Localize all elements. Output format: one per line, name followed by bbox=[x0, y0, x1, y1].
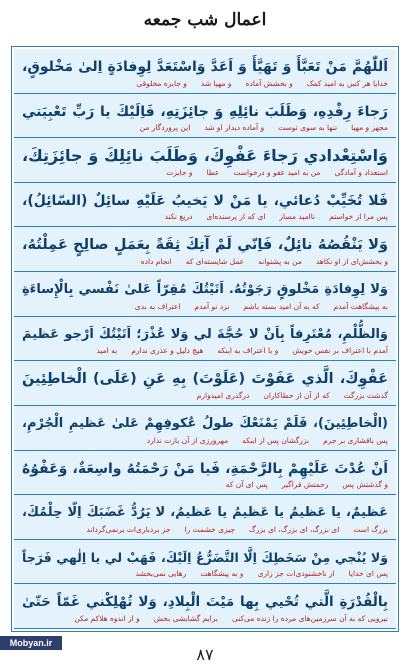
translation-fragment: که به آن امید بسته باشم bbox=[243, 301, 320, 311]
arabic-text: عَفْوِكَ، الَّذي عَفَوْتَ (عَلَوْتَ) بِهِ عَنِ (عَلَى) الْخاطِئِينَ bbox=[22, 371, 388, 388]
translation-fragment: و جایزه مخلوقی bbox=[136, 78, 187, 88]
prayer-line bbox=[14, 227, 396, 272]
translation-fragment: عطا bbox=[206, 167, 220, 177]
translation-fragment: بزرگ است bbox=[353, 524, 388, 534]
persian-translation bbox=[22, 122, 388, 134]
prayer-line bbox=[14, 49, 396, 94]
translation-fragment: بزرگشان پس از اینکه bbox=[242, 435, 310, 445]
prayer-line bbox=[14, 272, 396, 317]
arabic-text: وَاسْتِعْدادي رَجاءَ عَفْوِكَ، وَطَلَبَ نائِلِكَ وَ جائِزَتِكَ، bbox=[22, 146, 388, 166]
translation-fragment: و مهیا شد bbox=[200, 78, 232, 88]
translation-fragment: و بخشش‌ای از او نکاهد bbox=[315, 257, 388, 267]
translation-fragment: پس مرا از خواستم bbox=[329, 212, 388, 222]
translation-fragment: گذشت بزرگت bbox=[343, 390, 388, 400]
arabic-text: اَنْ عُدْتَ عَلَيْهِمْ بِالرَّحْمَةِ، فَيا مَنْ رَحْمَتُهُ واسِعَةٌ، وَعَفْوُهُ bbox=[22, 460, 388, 477]
translation-fragment: مجهز و مهیا bbox=[351, 123, 388, 133]
translation-fragment: دریغ نکند bbox=[164, 212, 193, 222]
prayer-line bbox=[14, 94, 396, 139]
persian-translation bbox=[22, 479, 388, 491]
persian-translation bbox=[22, 301, 388, 313]
translation-fragment: اعتراف به بدی bbox=[134, 301, 181, 311]
translation-fragment: چیزی خشمت را bbox=[184, 524, 235, 534]
prayer-text-frame bbox=[11, 46, 399, 632]
persian-translation bbox=[22, 78, 388, 90]
prayer-line bbox=[14, 361, 396, 406]
prayer-line bbox=[14, 317, 396, 362]
arabic-text: وَلا يُنْجي مِنْ سَخَطِكَ اِلَّا التَّضَرُّعُ اِلَيْكَ، فَهَبْ لي يا اِلٰهي فَرَجاً bbox=[22, 549, 388, 565]
translation-fragment: پس ای خدایا bbox=[348, 569, 388, 579]
persian-translation bbox=[22, 390, 388, 402]
translation-fragment: نیرویی که به آن سرزمین‌های مرده را زنده می‌کنی bbox=[231, 613, 388, 623]
translation-fragment: پس ای آن که bbox=[225, 480, 268, 490]
arabic-text: وَالظُّلْمِ، مُعْتَرِفاً بِاَنْ لا حُجَّةَ لي وَلا عُذْرَ؛ اَتَيْتُكَ اَرْجو عَظيمَ bbox=[22, 326, 388, 342]
translation-fragment: و جایزت bbox=[166, 167, 193, 177]
page-title: اعمال شب جمعه bbox=[143, 10, 267, 30]
arabic-text: رَجاءَ رِفْدِهِ، وَطَلَبَ نائِلِهِ وَ جائِزَتِهِ، فَاِلَيْكَ يا رَبِّ تَعْبِيَتي bbox=[22, 103, 388, 120]
persian-translation bbox=[22, 568, 388, 580]
translation-fragment: جز بردباری‌ات برنمی‌گرداند bbox=[86, 524, 171, 534]
translation-fragment: من به امید عفو و درخواست bbox=[233, 167, 321, 177]
translation-fragment: درگذری امیدوارم bbox=[196, 390, 250, 400]
translation-fragment: مهرورزی از آن بازت ندارد bbox=[146, 435, 229, 445]
translation-fragment: تنها به سوی توست bbox=[278, 123, 338, 133]
prayer-line bbox=[14, 183, 396, 228]
translation-fragment: استعداد و آمادگی bbox=[334, 167, 388, 177]
translation-fragment: و بخشش آماده bbox=[245, 78, 293, 88]
translation-fragment: انجام داده bbox=[140, 257, 172, 267]
translation-fragment: برایم گشایشی بخش bbox=[153, 613, 218, 623]
translation-fragment: این پروردگار من bbox=[139, 123, 191, 133]
persian-translation bbox=[22, 167, 388, 179]
translation-fragment: خدایا هر کس به امید کمک bbox=[306, 78, 388, 88]
translation-fragment: و با اعتراف به اینکه bbox=[217, 346, 279, 356]
persian-translation bbox=[22, 256, 388, 268]
persian-translation bbox=[22, 345, 388, 357]
translation-fragment: به پیشگاهت آمدم bbox=[333, 301, 388, 311]
site-label[interactable]: Mobyan.ir bbox=[0, 636, 62, 650]
prayer-rows bbox=[14, 49, 396, 629]
translation-fragment: من به پشتوانه bbox=[258, 257, 302, 267]
translation-fragment: و آماده دیدار او شد bbox=[204, 123, 265, 133]
prayer-line bbox=[14, 406, 396, 451]
page-number: ۸۷ bbox=[196, 645, 214, 664]
prayer-line bbox=[14, 540, 396, 585]
arabic-text: عَظيمٌ، يا عَظيمُ يا عَظيمُ يا عَظيمُ، لا يَرُدُّ غَضَبَكَ اِلّا حِلْمُكَ، bbox=[22, 505, 388, 521]
translation-fragment: ای بزرگ، ای بزرگ، ای بزرگ bbox=[249, 524, 340, 534]
prayer-line bbox=[14, 584, 396, 629]
translation-fragment: نزد تو آمدم bbox=[194, 301, 230, 311]
translation-fragment: و گذشتش پس bbox=[342, 480, 388, 490]
arabic-text: وَلا لِوِفادَةِ مَخْلوقٍ رَجَوْتُهُ. اَتَيْتُكَ مُقِرّاً عَلىٰ نَفْسي بِالْإِساءَةِ bbox=[22, 282, 388, 298]
translation-fragment: که از آن از خطاکاران bbox=[263, 390, 330, 400]
translation-fragment: هیچ دلیل و عذری ندارم bbox=[131, 346, 204, 356]
arabic-text: فَلا تُخَيِّبْ دُعائي، يا مَنْ لا يَخيبُ عَلَيْهِ سائِلٌ (السّائِلُ)، bbox=[22, 192, 388, 209]
persian-translation bbox=[22, 613, 388, 625]
translation-fragment: آمدم با اعتراف بر نفس خویش bbox=[292, 346, 388, 356]
persian-translation bbox=[22, 435, 388, 447]
prayer-line bbox=[14, 138, 396, 183]
translation-fragment: و به پیشگاهت bbox=[200, 569, 244, 579]
translation-fragment: ناامید مساز bbox=[279, 212, 316, 222]
arabic-text: وَلا يَنْقُصُهُ نائِلٌ، فَاِنّي لَمْ آتِكَ ثِقَةً بِعَمَلٍ صالِحٍ عَمِلْتُهُ، bbox=[22, 237, 388, 254]
persian-translation bbox=[22, 211, 388, 223]
translation-fragment: و از اندوه هلاکم مکن bbox=[74, 613, 140, 623]
arabic-text: بِالْقُدْرَةِ الَّتي تُحْيي بِها مَيْتَ الْبِلادِ، وَلا تُهْلِكْني غَمّاً حَتّىٰ bbox=[22, 594, 388, 611]
arabic-text: اَللّٰهُمَّ مَنْ تَعَبَّأَ وَ تَهَيَّأَ وَ اَعَدَّ وَاسْتَعَدَّ لِوِفادَةٍ اِلىٰ مَخْلوقٍ، bbox=[22, 59, 388, 75]
arabic-text: (الْخاطِئِينَ)، فَلَمْ يَمْنَعْكَ طولُ عُكوفِهِمْ عَلىٰ عَظيمِ الْجُرْمِ، bbox=[22, 415, 388, 431]
prayer-line bbox=[14, 495, 396, 540]
translation-fragment: پس باقشاری بر جرم bbox=[323, 435, 388, 445]
translation-fragment: عمل شایسته‌ای که bbox=[185, 257, 245, 267]
persian-translation bbox=[22, 524, 388, 536]
translation-fragment: رحمتش فراگیر bbox=[281, 480, 329, 490]
translation-fragment: از ناخشنودی‌ات جز زاری bbox=[257, 569, 335, 579]
prayer-line bbox=[14, 451, 396, 496]
translation-fragment: ای که از پرسنده‌ای bbox=[206, 212, 266, 222]
translation-fragment: رهایی نمی‌بخشد bbox=[135, 569, 187, 579]
translation-fragment: به امید bbox=[96, 346, 118, 356]
